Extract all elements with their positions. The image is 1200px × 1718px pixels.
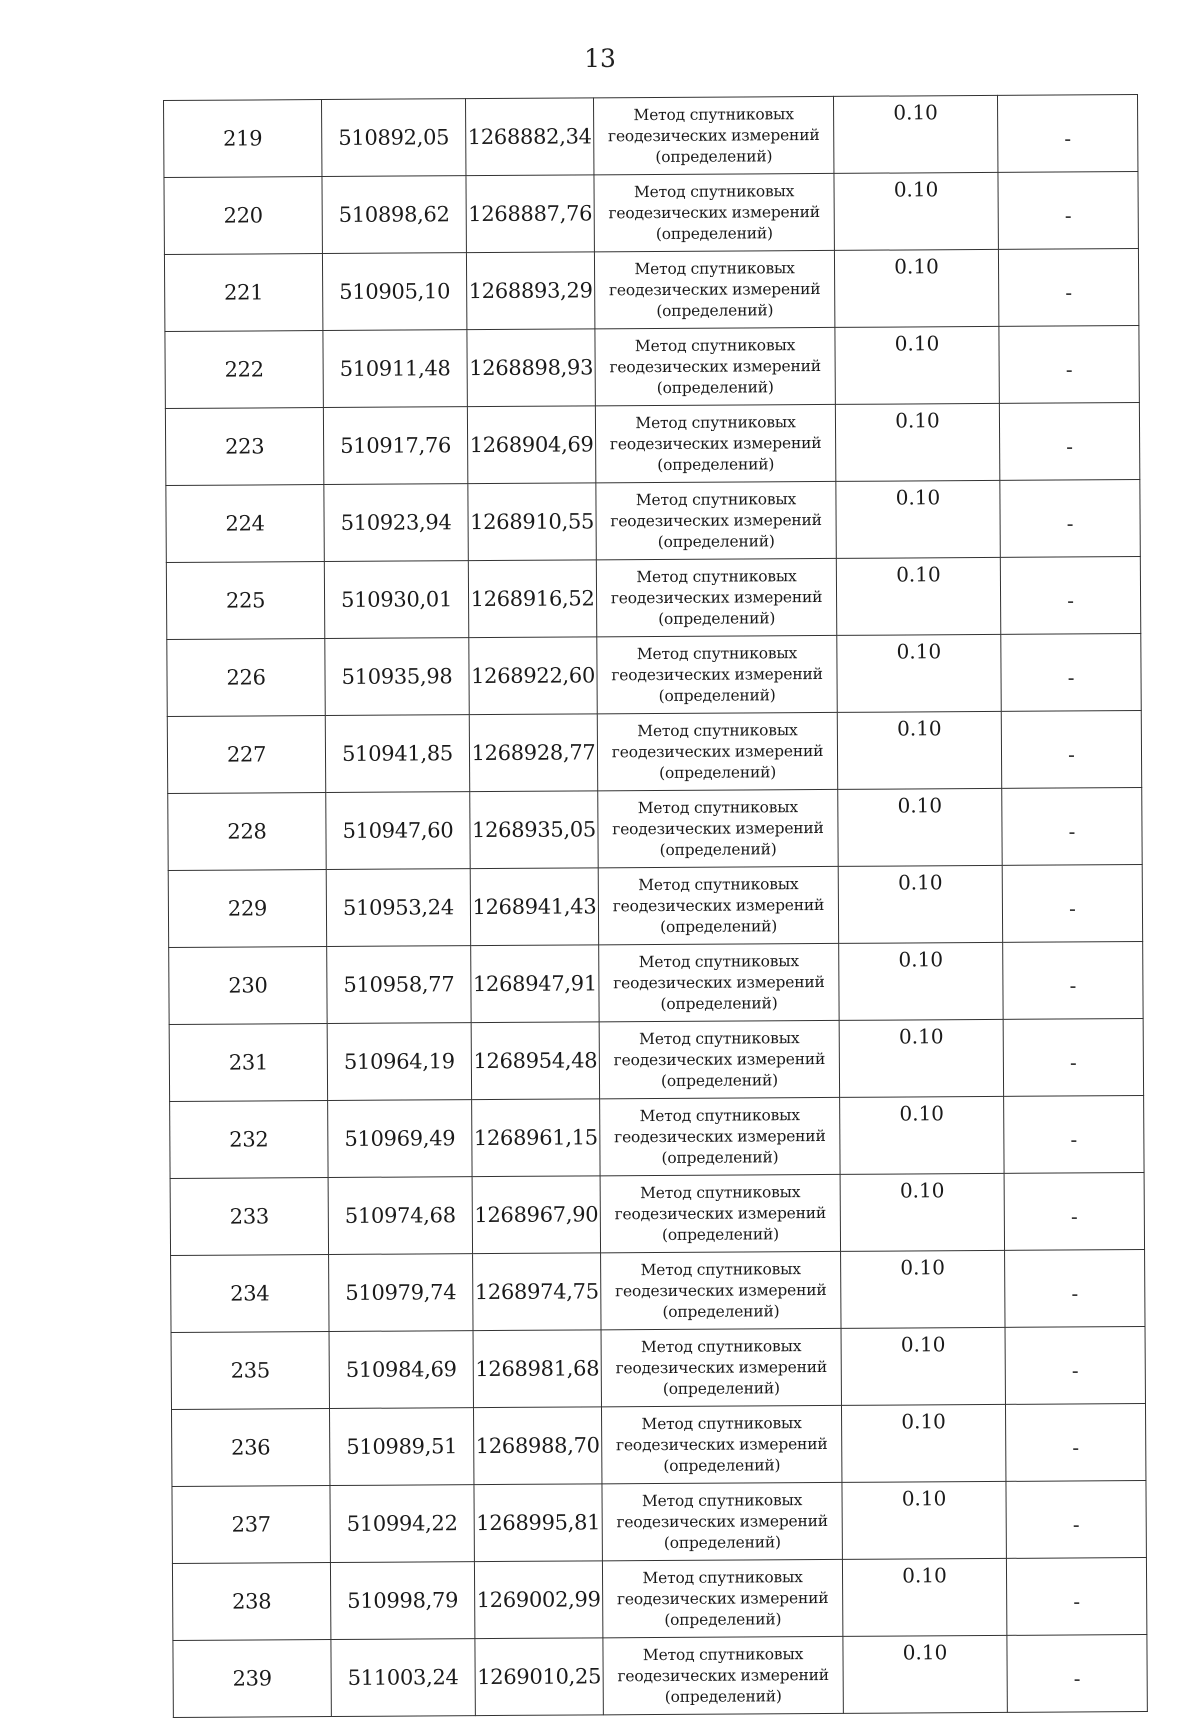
method-cell <box>603 1636 843 1714</box>
method-line: геодезических измерений <box>612 818 824 838</box>
method-line: Метод спутниковых <box>637 797 798 817</box>
x-coordinate-cell: 510958,77 <box>327 946 471 1024</box>
table-row <box>170 1096 1144 1179</box>
method-line: Метод спутниковых <box>638 874 799 894</box>
x-coordinate-cell: 510947,60 <box>326 792 470 870</box>
method-line: геодезических измерений <box>614 1126 826 1146</box>
point-number-cell: 230 <box>169 947 327 1025</box>
method-line: геодезических измерений <box>613 1049 826 1069</box>
y-coordinate-cell: 1268967,90 <box>472 1176 600 1254</box>
note-cell: - <box>1002 788 1142 866</box>
x-coordinate-cell: 510892,05 <box>322 99 466 177</box>
accuracy-cell: 0.10 <box>838 788 1002 866</box>
y-coordinate-cell: 1268922,60 <box>469 637 597 715</box>
y-coordinate-cell: 1269010,25 <box>475 1638 603 1716</box>
accuracy-cell: 0.10 <box>836 480 1000 558</box>
method-cell <box>596 558 836 636</box>
note-cell: - <box>1001 711 1141 789</box>
table-row <box>167 634 1141 717</box>
x-coordinate-cell: 511003,24 <box>331 1639 475 1717</box>
note-cell: - <box>1001 634 1141 712</box>
method-line: геодезических измерений <box>615 1280 827 1300</box>
y-coordinate-cell: 1268893,29 <box>466 252 594 330</box>
x-coordinate-cell: 510998,79 <box>330 1562 474 1640</box>
method-line: (определений) <box>662 1378 780 1398</box>
method-line: геодезических измерений <box>616 1588 829 1608</box>
method-line: (определений) <box>662 1301 780 1321</box>
table-row <box>167 711 1141 794</box>
accuracy-cell: 0.10 <box>841 1250 1005 1328</box>
accuracy-cell: 0.10 <box>834 172 998 250</box>
point-number-cell: 236 <box>171 1409 329 1487</box>
note-cell: - <box>1003 942 1143 1020</box>
method-line: геодезических измерений <box>607 125 820 145</box>
table-row <box>169 942 1143 1025</box>
y-coordinate-cell: 1268898,93 <box>467 329 595 407</box>
method-line: геодезических измерений <box>608 279 821 299</box>
table-body <box>164 95 1148 1718</box>
method-line: геодезических измерений <box>613 972 825 992</box>
method-cell <box>598 866 838 944</box>
method-line: Метод спутниковых <box>634 335 796 355</box>
x-coordinate-cell: 510930,01 <box>324 561 468 639</box>
point-number-cell: 223 <box>165 408 323 486</box>
method-line: Метод спутниковых <box>636 643 798 663</box>
page-number: 13 <box>584 44 616 73</box>
x-coordinate-cell: 510979,74 <box>329 1254 473 1332</box>
method-line: геодезических измерений <box>609 433 822 453</box>
accuracy-cell: 0.10 <box>839 1019 1003 1097</box>
accuracy-cell: 0.10 <box>841 1327 1005 1405</box>
method-line: (определений) <box>659 839 777 859</box>
method-cell <box>602 1559 842 1637</box>
y-coordinate-cell: 1268995,81 <box>474 1484 602 1562</box>
x-coordinate-cell: 510969,49 <box>328 1100 472 1178</box>
method-line: Метод спутниковых <box>633 181 795 201</box>
method-cell <box>600 1097 840 1175</box>
method-line: (определений) <box>656 377 774 397</box>
note-cell: - <box>1000 557 1140 635</box>
accuracy-cell: 0.10 <box>840 1173 1004 1251</box>
coordinates-table <box>163 94 1148 1718</box>
accuracy-cell: 0.10 <box>840 1096 1004 1174</box>
y-coordinate-cell: 1268988,70 <box>473 1407 601 1485</box>
method-line: (определений) <box>657 531 775 551</box>
note-cell: - <box>1005 1404 1145 1482</box>
method-line: геодезических измерений <box>610 587 823 607</box>
note-cell: - <box>998 249 1138 327</box>
note-cell: - <box>997 95 1137 173</box>
method-line: геодезических измерений <box>611 664 823 684</box>
method-line: Метод спутниковых <box>635 489 797 509</box>
note-cell: - <box>1004 1096 1144 1174</box>
accuracy-cell: 0.10 <box>841 1404 1005 1482</box>
method-line: (определений) <box>660 993 778 1013</box>
method-cell <box>598 789 838 867</box>
y-coordinate-cell: 1268916,52 <box>468 560 596 638</box>
note-cell: - <box>1000 480 1140 558</box>
method-cell <box>597 712 837 790</box>
method-line: (определений) <box>657 454 775 474</box>
accuracy-cell: 0.10 <box>833 95 997 173</box>
y-coordinate-cell: 1268910,55 <box>468 483 596 561</box>
method-line: (определений) <box>655 223 773 243</box>
y-coordinate-cell: 1268981,68 <box>473 1330 601 1408</box>
method-cell <box>596 481 836 559</box>
table-row <box>168 788 1142 871</box>
method-line: Метод спутниковых <box>640 1336 802 1356</box>
note-cell: - <box>999 403 1139 481</box>
point-number-cell: 239 <box>173 1640 331 1718</box>
note-cell: - <box>1002 865 1142 943</box>
method-line: Метод спутниковых <box>637 720 798 740</box>
method-line: (определений) <box>661 1147 779 1167</box>
point-number-cell: 224 <box>166 485 324 563</box>
method-line: Метод спутниковых <box>642 1567 803 1587</box>
point-number-cell: 237 <box>172 1486 330 1564</box>
method-line: Метод спутниковых <box>635 412 796 432</box>
method-cell <box>597 635 837 713</box>
accuracy-cell: 0.10 <box>839 942 1003 1020</box>
method-line: геодезических измерений <box>609 356 821 376</box>
method-line: геодезических измерений <box>615 1434 828 1454</box>
y-coordinate-cell: 1268961,15 <box>472 1099 600 1177</box>
note-cell: - <box>1006 1558 1146 1636</box>
method-cell <box>599 943 839 1021</box>
method-line: геодезических измерений <box>616 1511 828 1531</box>
accuracy-cell: 0.10 <box>837 711 1001 789</box>
x-coordinate-cell: 510941,85 <box>325 715 469 793</box>
method-cell <box>600 1174 840 1252</box>
table-row <box>170 1173 1144 1256</box>
method-line: геодезических измерений <box>614 1203 827 1223</box>
note-cell: - <box>1005 1327 1145 1405</box>
x-coordinate-cell: 510984,69 <box>329 1331 473 1409</box>
point-number-cell: 234 <box>171 1255 329 1333</box>
point-number-cell: 225 <box>166 562 324 640</box>
method-line: (определений) <box>663 1455 781 1475</box>
note-cell: - <box>998 172 1138 250</box>
x-coordinate-cell: 510898,62 <box>322 176 466 254</box>
method-line: (определений) <box>658 608 776 628</box>
method-cell <box>594 250 834 328</box>
point-number-cell: 219 <box>164 100 322 178</box>
method-line: Метод спутниковых <box>641 1490 803 1510</box>
x-coordinate-cell: 510935,98 <box>325 638 469 716</box>
y-coordinate-cell: 1268928,77 <box>469 714 597 792</box>
y-coordinate-cell: 1268882,34 <box>465 98 593 176</box>
x-coordinate-cell: 510994,22 <box>330 1485 474 1563</box>
x-coordinate-cell: 510953,24 <box>326 869 470 947</box>
y-coordinate-cell: 1268935,05 <box>470 791 598 869</box>
table-row <box>173 1635 1147 1718</box>
point-number-cell: 222 <box>165 331 323 409</box>
table-row <box>171 1327 1145 1410</box>
point-number-cell: 235 <box>171 1332 329 1410</box>
table-row <box>168 865 1142 948</box>
point-number-cell: 232 <box>170 1101 328 1179</box>
x-coordinate-cell: 510911,48 <box>323 330 467 408</box>
method-line: геодезических измерений <box>612 895 825 915</box>
point-number-cell: 228 <box>168 793 326 871</box>
accuracy-cell: 0.10 <box>842 1481 1006 1559</box>
y-coordinate-cell: 1268904,69 <box>467 406 595 484</box>
point-number-cell: 221 <box>164 254 322 332</box>
point-number-cell: 226 <box>167 639 325 717</box>
table-row <box>169 1019 1143 1102</box>
accuracy-cell: 0.10 <box>835 326 999 404</box>
method-line: Метод спутниковых <box>636 566 797 586</box>
x-coordinate-cell: 510917,76 <box>323 407 467 485</box>
table-row <box>165 326 1139 409</box>
method-line: Метод спутниковых <box>639 1105 800 1125</box>
table-row <box>171 1404 1145 1487</box>
x-coordinate-cell: 510989,51 <box>329 1408 473 1486</box>
method-line: геодезических измерений <box>608 202 820 222</box>
point-number-cell: 231 <box>169 1024 327 1102</box>
table-row <box>172 1558 1146 1641</box>
method-line: Метод спутниковых <box>634 258 795 278</box>
table-row <box>166 557 1140 640</box>
table-row <box>164 95 1138 178</box>
accuracy-cell: 0.10 <box>834 249 998 327</box>
method-cell <box>601 1328 841 1406</box>
y-coordinate-cell: 1268954,48 <box>471 1022 599 1100</box>
x-coordinate-cell: 510964,19 <box>327 1023 471 1101</box>
y-coordinate-cell: 1268887,76 <box>466 175 594 253</box>
method-cell <box>599 1020 839 1098</box>
method-cell <box>601 1405 841 1483</box>
method-line: (определений) <box>664 1609 782 1629</box>
method-line: Метод спутниковых <box>642 1644 804 1664</box>
point-number-cell: 229 <box>168 870 326 948</box>
method-line: (определений) <box>655 146 773 166</box>
x-coordinate-cell: 510905,10 <box>322 253 466 331</box>
accuracy-cell: 0.10 <box>837 634 1001 712</box>
table-row <box>172 1481 1146 1564</box>
method-cell <box>602 1482 842 1560</box>
table-row <box>165 403 1139 486</box>
method-line: (определений) <box>663 1532 781 1552</box>
table-row <box>164 172 1138 255</box>
method-line: (определений) <box>656 300 774 320</box>
method-line: геодезических измерений <box>610 510 822 530</box>
method-line: Метод спутниковых <box>633 104 794 124</box>
note-cell: - <box>1003 1019 1143 1097</box>
method-line: геодезических измерений <box>611 741 824 761</box>
method-line: Метод спутниковых <box>640 1182 801 1202</box>
table-row <box>171 1250 1145 1333</box>
method-line: (определений) <box>659 762 777 782</box>
table-row <box>166 480 1140 563</box>
method-line: (определений) <box>664 1686 782 1706</box>
method-cell <box>593 96 833 174</box>
note-cell: - <box>1006 1481 1146 1559</box>
table-row <box>164 249 1138 332</box>
method-cell <box>595 404 835 482</box>
point-number-cell: 227 <box>167 716 325 794</box>
y-coordinate-cell: 1268947,91 <box>471 945 599 1023</box>
note-cell: - <box>1004 1173 1144 1251</box>
method-cell <box>594 173 834 251</box>
method-line: геодезических измерений <box>615 1357 828 1377</box>
method-line: (определений) <box>660 1070 779 1090</box>
x-coordinate-cell: 510923,94 <box>324 484 468 562</box>
x-coordinate-cell: 510974,68 <box>328 1177 472 1255</box>
point-number-cell: 220 <box>164 177 322 255</box>
method-line: (определений) <box>661 1224 779 1244</box>
y-coordinate-cell: 1269002,99 <box>474 1561 602 1639</box>
y-coordinate-cell: 1268941,43 <box>470 868 598 946</box>
note-cell: - <box>1007 1635 1147 1713</box>
accuracy-cell: 0.10 <box>842 1558 1006 1636</box>
accuracy-cell: 0.10 <box>836 557 1000 635</box>
method-cell <box>595 327 835 405</box>
method-line: Метод спутниковых <box>640 1259 801 1279</box>
note-cell: - <box>1005 1250 1145 1328</box>
method-line: Метод спутниковых <box>641 1413 802 1433</box>
method-line: (определений) <box>658 685 776 705</box>
accuracy-cell: 0.10 <box>835 403 999 481</box>
accuracy-cell: 0.10 <box>843 1635 1007 1713</box>
y-coordinate-cell: 1268974,75 <box>473 1253 601 1331</box>
method-line: геодезических измерений <box>617 1665 829 1685</box>
method-line: Метод спутниковых <box>639 1028 800 1048</box>
note-cell: - <box>999 326 1139 404</box>
method-cell <box>601 1251 841 1329</box>
method-line: Метод спутниковых <box>638 951 799 971</box>
method-line: (определений) <box>660 916 778 936</box>
point-number-cell: 238 <box>172 1563 330 1641</box>
point-number-cell: 233 <box>170 1178 328 1256</box>
accuracy-cell: 0.10 <box>838 865 1002 943</box>
